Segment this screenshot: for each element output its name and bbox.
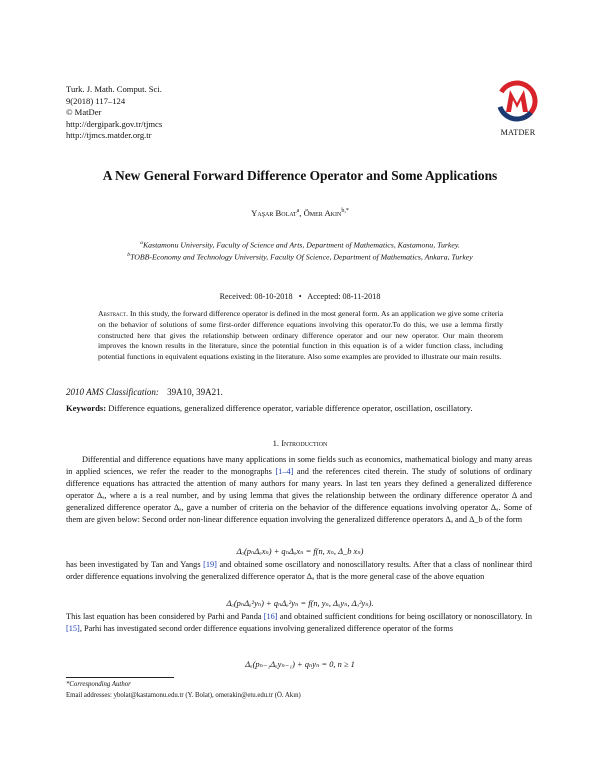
author-list: Yaşar Bolat$^a$, Ömer Akın$^{b,*}$: [251, 208, 349, 218]
keywords-value: Difference equations, generalized difference operator, variable difference operator, oscillation, oscillatory.: [108, 403, 473, 413]
citation-link[interactable]: [19]: [203, 560, 217, 569]
journal-info: [66, 84, 162, 142]
corresponding-author-note: *Corresponding Author: [66, 681, 131, 688]
equation-3: Δₐ(pₙ₋₁Δₐyₙ₋₁) + qₙyₙ = 0, n ≥ 1: [245, 660, 355, 669]
author-1: Yaşar Bolat: [251, 208, 297, 218]
journal-copyright: © MatDer: [66, 107, 102, 118]
equation-2: Δₐ(pₙΔₐ²yₙ) + qₙΔₐ²yₙ = f(n, yₙ, Δₐyₙ, Δₐ²yₙ).: [226, 599, 374, 608]
paragraph-3: [66, 611, 532, 635]
received-date: Received: 08-10-2018: [219, 292, 293, 301]
logo-text: MATDER: [500, 128, 536, 137]
journal-url-1[interactable]: http://dergipark.gov.tr/tjmcs: [66, 118, 163, 129]
citation-link[interactable]: [15]: [66, 623, 80, 633]
affiliation-1-sup: a: [140, 240, 143, 246]
paragraph-1-text-a: Differential and difference equations have many applications in some fields such as economics, mathematical biology and many areas in applied sciences, we refer the reader to the monographs: [66, 455, 532, 476]
journal-url-2[interactable]: http://tjmcs.matder.org.tr: [66, 130, 152, 141]
ams-classification: [66, 387, 223, 397]
affiliation-2-sup: b: [127, 252, 131, 258]
affiliation-1-text: Kastamonu University, Faculty of Science and Arts, Department of Mathematics, Kastamonu, Turkey.: [142, 240, 460, 250]
ams-value: 39A10, 39A21.: [167, 387, 223, 397]
date-separator: •: [298, 292, 302, 301]
abstract: [98, 309, 503, 363]
journal-name: Turk. J. Math. Comput. Sci.: [66, 84, 162, 94]
footnote-divider: [66, 677, 174, 678]
ams-label: 2010 AMS Classification:: [66, 387, 159, 397]
dates-line: [0, 292, 600, 301]
email-addresses: Email addresses: ybolat@kastamonu.edu.tr (Y. Bolat), omerakin@etu.edu.tr (Ö. Akın): [66, 692, 301, 699]
affiliation-1: [0, 240, 600, 250]
paragraph-1: [66, 454, 532, 525]
affiliation-2: [0, 252, 600, 262]
keywords-label: Keywords:: [66, 403, 107, 413]
paragraph-2-text-a: has been investigated by Tan and Yangs: [66, 560, 204, 569]
author-2: Ömer Akın: [303, 208, 342, 218]
paragraph-3-text-b: and obtained sufficient conditions for being oscillatory or nonoscillatory. In: [277, 612, 533, 621]
journal-volume: 9(2018) 117–124: [66, 95, 126, 106]
abstract-label: Abstract.: [98, 309, 128, 318]
author-2-sup: b,*: [341, 208, 349, 215]
paper-title: A New General Forward Difference Operator and Some Applications: [102, 168, 498, 183]
paragraph-1-text-b: and the references cited therein. The study of solutions of ordinary difference equations has attracted the attention of many authors for many years. In last ten years they defined a generalized difference operator Δₐ, where a is a real number, and by using lemma that gives the relationship between the ordinary difference operator Δ and generalized difference operator Δₐ, gave a number of criteria on the behavior of the difference equations involving operator Δₐ. Some of them are given below: Second order non-linear difference equation involving the generalized difference operators Δₐ and Δ_b of the form: [66, 466, 532, 524]
paragraph-3-text-a: This last equation has been considered by Parhi and Panda: [66, 612, 264, 621]
keywords: [66, 403, 546, 413]
abstract-text: In this study, the forward difference operator is defined in the most general form. As an application we give some criteria on the behavior of solutions of some first-order difference equations involving this operator.To do this, we use a lemma firstly constructed here that gives the relationship between ordinary difference operator and our new operator. Our main theorem improves the known results in the literature, since the potential function in this equation is of a wider function class, including potential functions in equivalent equations existing in the literature. Also some examples are provided to illustrate our main results.: [98, 309, 504, 362]
citation-link[interactable]: [16]: [263, 612, 278, 621]
accepted-date: Accepted: 08-11-2018: [307, 292, 381, 301]
paragraph-2-text-b: and obtained some oscillatory and nonoscillatory results. After that a class of nonlinear third order difference equations involving the generalized difference operator Δₐ that is the more general case of the above equation: [66, 560, 532, 581]
paragraph-2: [66, 559, 532, 583]
citation-link[interactable]: [1–4]: [275, 466, 294, 476]
section-heading: 1. Introduction: [272, 438, 328, 448]
affiliation-2-text: TOBB-Economy and Technology University, Faculty Of Science, Department of Mathematics, Ankara, Turkey: [130, 252, 473, 262]
author-1-sup: a: [296, 208, 300, 215]
equation-1: Δₐ(pₙΔₐxₙ) + qₙΔₐxₙ = f(n, xₙ, Δ_b xₙ): [236, 547, 364, 556]
paragraph-3-text-c: , Parhi has investigated second order difference equations involving generalized difference operator of the forms: [79, 623, 453, 633]
